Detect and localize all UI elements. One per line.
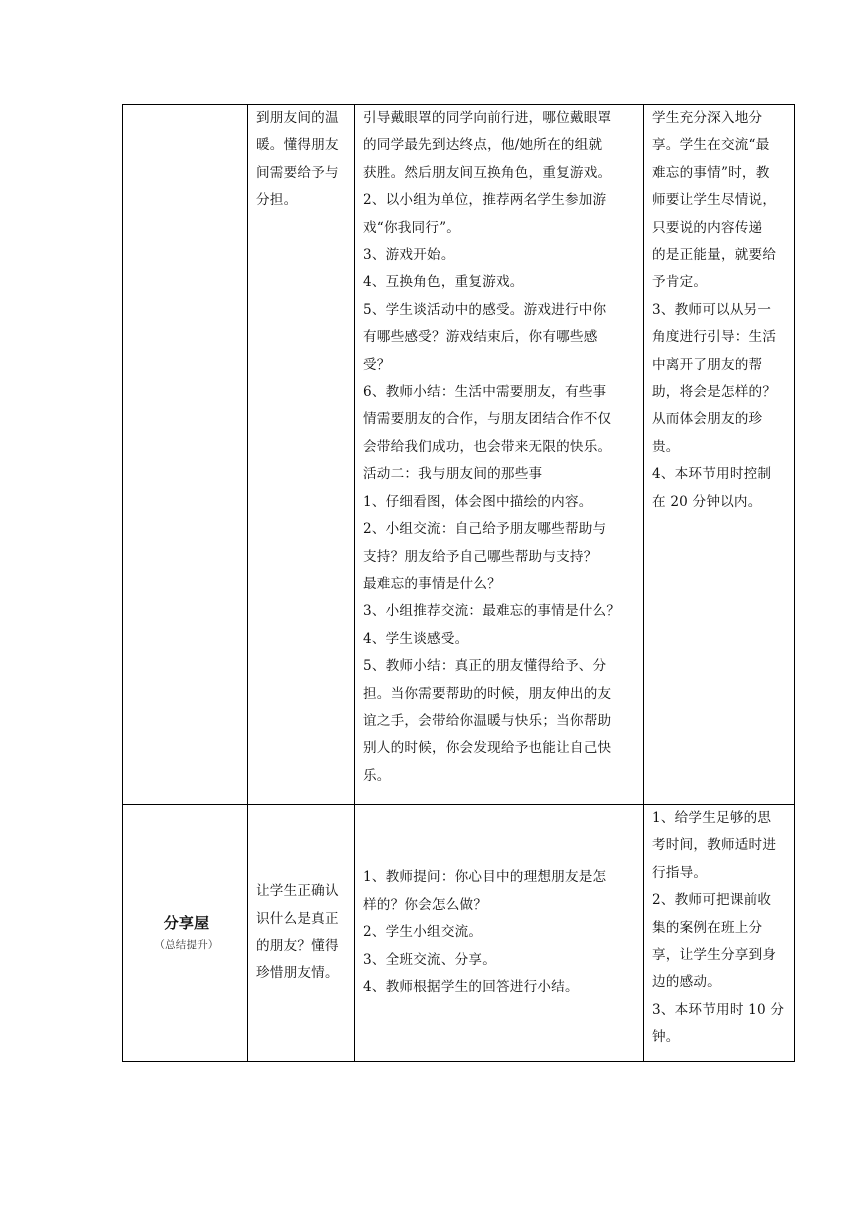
text-line: 情需要朋友的合作，与朋友团结合作不仅 bbox=[363, 411, 612, 428]
text-line: 3、教师可以从另一 bbox=[652, 301, 772, 318]
text-line: 样的？你会怎么做？ bbox=[363, 896, 488, 913]
text-line: 行指导。 bbox=[652, 864, 708, 881]
text-line: 的朋友？懂得 bbox=[256, 938, 339, 954]
text-line: 活动二：我与朋友间的那些事 bbox=[363, 466, 543, 483]
activity-cell bbox=[355, 805, 644, 1062]
text-line: 让学生正确认 bbox=[256, 883, 339, 900]
text-line: 5、学生谈活动中的感受。游戏进行中你 bbox=[363, 301, 607, 318]
text-line: 2、教师可把课前收 bbox=[652, 892, 772, 909]
text-line: 会带给我们成功，也会带来无限的快乐。 bbox=[363, 438, 612, 455]
text-line: 5、教师小结：真正的朋友懂得给予、分 bbox=[363, 658, 607, 675]
text-line: 6、教师小结：生活中需要朋友，有些事 bbox=[363, 384, 607, 401]
stage-cell bbox=[123, 805, 248, 1062]
text-line: 有哪些感受？游戏结束后，你有哪些感 bbox=[363, 329, 598, 346]
text-line: 3、全班交流、分享。 bbox=[363, 951, 496, 968]
text-line: 到朋友间的温 bbox=[256, 110, 339, 126]
text-line: 中离开了朋友的帮 bbox=[652, 356, 763, 373]
text-line: 师要让学生尽情说， bbox=[652, 192, 777, 209]
text-line: 引导戴眼罩的同学向前行进，哪位戴眼罩 bbox=[363, 110, 612, 126]
text-line: 钟。 bbox=[652, 1029, 680, 1046]
goal-cell bbox=[248, 805, 355, 1062]
text-line: 只要说的内容传递 bbox=[652, 219, 763, 236]
notes-text bbox=[644, 805, 794, 1052]
text-line: 1、给学生足够的思 bbox=[652, 810, 772, 826]
stage-title: 分享屋 bbox=[163, 914, 210, 932]
activity-text bbox=[355, 864, 643, 1001]
text-line: 3、游戏开始。 bbox=[363, 247, 455, 264]
notes-cell bbox=[644, 805, 795, 1062]
text-line: 的是正能量，就要给 bbox=[652, 247, 777, 264]
goal-cell bbox=[248, 105, 355, 805]
text-line: 2、小组交流：自己给予朋友哪些帮助与 bbox=[363, 521, 607, 538]
text-line: 担。当你需要帮助的时候，朋友伸出的友 bbox=[363, 685, 612, 702]
table-row bbox=[123, 805, 795, 1062]
text-line: 乐。 bbox=[363, 767, 391, 784]
text-line: 4、本环节用时控制 bbox=[652, 466, 772, 483]
notes-cell bbox=[644, 105, 795, 805]
text-line: 享，让学生分享到身 bbox=[652, 947, 777, 964]
text-line: 3、本环节用时 10 分 bbox=[652, 1001, 785, 1018]
text-line: 2、学生小组交流。 bbox=[363, 924, 483, 941]
stage-subtitle: （总结提升） bbox=[154, 939, 219, 951]
text-line: 考时间，教师适时进 bbox=[652, 837, 777, 854]
text-line: 享。学生在交流“最 bbox=[652, 137, 770, 154]
text-line: 在 20 分钟以内。 bbox=[652, 493, 762, 510]
goal-text bbox=[248, 878, 354, 988]
text-line: 的同学最先到达终点，他/她所在的组就 bbox=[363, 137, 603, 154]
text-line: 珍惜朋友情。 bbox=[256, 965, 339, 982]
text-line: 难忘的事情”时，教 bbox=[652, 164, 770, 181]
text-line: 暖。懂得朋友 bbox=[256, 137, 339, 154]
stage-cell-empty bbox=[123, 105, 248, 805]
text-line: 分担。 bbox=[256, 192, 298, 209]
activity-text bbox=[355, 105, 643, 790]
text-line: 贵。 bbox=[652, 438, 680, 455]
text-line: 予肯定。 bbox=[652, 274, 708, 291]
text-line: 4、互换角色，重复游戏。 bbox=[363, 274, 524, 291]
text-line: 助，将会是怎样的？ bbox=[652, 384, 777, 401]
goal-text bbox=[248, 105, 354, 215]
text-line: 受？ bbox=[363, 356, 391, 373]
text-line: 角度进行引导：生活 bbox=[652, 329, 777, 346]
text-line: 间需要给予与 bbox=[256, 164, 339, 181]
text-line: 最难忘的事情是什么？ bbox=[363, 575, 501, 592]
notes-text bbox=[644, 105, 794, 516]
activity-cell bbox=[355, 105, 644, 805]
text-line: 获胜。然后朋友间互换角色，重复游戏。 bbox=[363, 164, 612, 181]
text-line: 边的感动。 bbox=[652, 974, 721, 991]
text-line: 戏“你我同行”。 bbox=[363, 219, 461, 236]
text-line: 从而体会朋友的珍 bbox=[652, 411, 763, 428]
text-line: 谊之手，会带给你温暖与快乐；当你帮助 bbox=[363, 712, 612, 729]
text-line: 集的案例在班上分 bbox=[652, 919, 763, 936]
text-line: 1、仔细看图，体会图中描绘的内容。 bbox=[363, 493, 593, 510]
table-row bbox=[123, 105, 795, 805]
text-line: 4、教师根据学生的回答进行小结。 bbox=[363, 979, 579, 996]
stage-label bbox=[123, 911, 247, 955]
text-line: 3、小组推荐交流：最难忘的事情是什么？ bbox=[363, 603, 621, 620]
text-line: 识什么是真正 bbox=[256, 910, 339, 927]
text-line: 4、学生谈感受。 bbox=[363, 630, 469, 647]
text-line: 学生充分深入地分 bbox=[652, 110, 763, 126]
text-line: 支持？朋友给予自己哪些帮助与支持？ bbox=[363, 548, 598, 565]
text-line: 2、以小组为单位，推荐两名学生参加游 bbox=[363, 192, 607, 209]
text-line: 1、教师提问：你心目中的理想朋友是怎 bbox=[363, 869, 607, 886]
lesson-plan-table bbox=[122, 104, 795, 1062]
text-line: 别人的时候，你会发现给予也能让自己快 bbox=[363, 740, 612, 757]
